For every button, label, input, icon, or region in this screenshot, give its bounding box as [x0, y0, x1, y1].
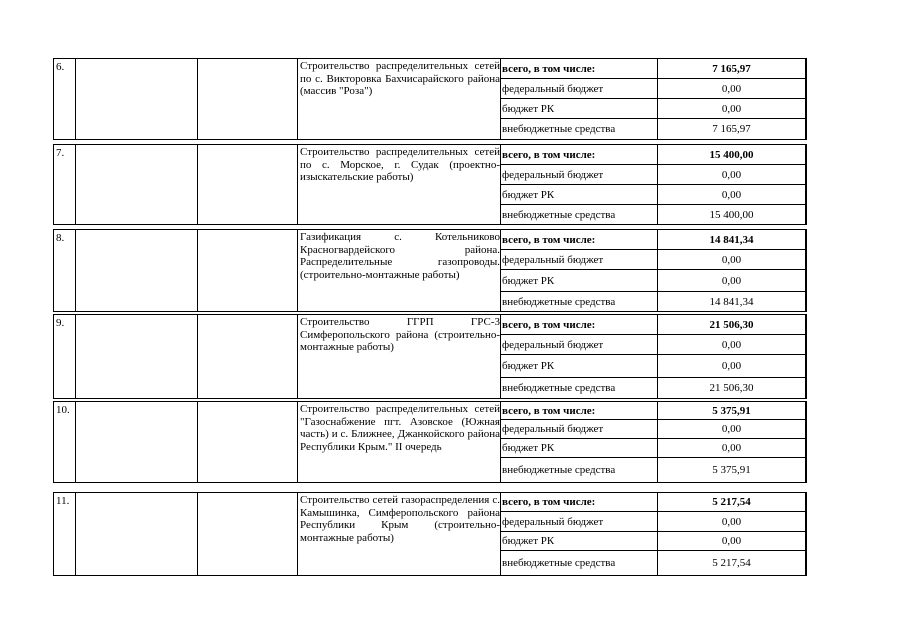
funding-line — [500, 78, 806, 98]
funding-value: 5 375,91 — [657, 458, 805, 482]
funding-line — [500, 531, 806, 550]
funding-value: 0,00 — [657, 512, 805, 531]
funding-value: 0,00 — [657, 532, 805, 550]
funding-label: внебюджетные средства — [502, 123, 616, 135]
funding-label: всего, в том числе: — [502, 233, 596, 246]
funding-value: 15 400,00 — [657, 145, 805, 164]
row-number: 9. — [53, 314, 75, 399]
empty-cell — [197, 144, 297, 225]
funding-line — [500, 419, 806, 438]
funding-value: 5 217,54 — [657, 551, 805, 575]
project-name-cell — [297, 144, 500, 225]
funding-label: федеральный бюджет — [502, 82, 604, 95]
funding-value: 0,00 — [657, 355, 805, 377]
row-number: 11. — [53, 492, 75, 576]
project-name: Газификация с. Котельниково Красногвардейского района. Распределительные газопроводы. (строительно-монтажные работы) — [300, 231, 500, 281]
empty-cell — [75, 144, 197, 225]
funding-label: бюджет РК — [502, 442, 555, 454]
funding-value: 0,00 — [657, 99, 805, 118]
funding-label: бюджет РК — [502, 535, 555, 547]
empty-cell — [197, 314, 297, 399]
row-number: 6. — [53, 58, 75, 140]
funding-label: бюджет РК — [502, 102, 555, 115]
funding-line — [500, 438, 806, 457]
funding-line — [500, 164, 806, 184]
project-name-cell — [297, 401, 500, 483]
project-name: Строительство распределительных сетей "Газоснабжение пгт. Азовское (Южная часть) и с. Ближнее, Джанкойского района Республики Крым." II очередь — [300, 403, 500, 453]
project-name: Строительство распределительных сетей по с. Морское, г. Судак (проектно-изыскательские работы) — [300, 146, 500, 184]
table-row — [53, 144, 807, 225]
funding-line — [500, 314, 806, 334]
funding-label: внебюджетные средства — [502, 382, 616, 394]
funding-label: всего, в том числе: — [502, 62, 596, 75]
table-row — [53, 229, 807, 312]
funding-value: 0,00 — [657, 185, 805, 204]
funding-value: 21 506,30 — [657, 378, 805, 398]
funding-block — [500, 401, 807, 483]
funding-line — [500, 334, 806, 354]
funding-block — [500, 314, 807, 399]
empty-cell — [197, 401, 297, 483]
funding-line — [500, 377, 806, 399]
funding-line — [500, 184, 806, 204]
funding-value: 0,00 — [657, 270, 805, 291]
project-name-cell — [297, 229, 500, 312]
funding-line — [500, 354, 806, 377]
funding-line — [500, 118, 806, 140]
funding-line — [500, 511, 806, 531]
funding-line — [500, 249, 806, 269]
funding-line — [500, 144, 806, 164]
funding-line — [500, 269, 806, 291]
funding-block — [500, 229, 807, 312]
funding-line — [500, 58, 806, 78]
table-row — [53, 492, 807, 576]
funding-line — [500, 492, 806, 511]
table-row — [53, 314, 807, 399]
funding-line — [500, 229, 806, 249]
funding-value: 14 841,34 — [657, 292, 805, 311]
funding-label: федеральный бюджет — [502, 253, 604, 266]
funding-label: федеральный бюджет — [502, 168, 604, 181]
project-name-cell — [297, 58, 500, 140]
project-name: Строительство распределительных сетей по с. Викторовка Бахчисарайского района (массив "Роза") — [300, 60, 500, 98]
funding-label: всего, в том числе: — [502, 318, 596, 331]
funding-label: всего, в том числе: — [502, 404, 596, 417]
funding-label: внебюджетные средства — [502, 208, 616, 221]
funding-label: федеральный бюджет — [502, 423, 604, 435]
funding-line — [500, 401, 806, 419]
empty-cell — [75, 229, 197, 312]
table-row — [53, 58, 807, 140]
empty-cell — [197, 229, 297, 312]
funding-block — [500, 58, 807, 140]
empty-cell — [75, 401, 197, 483]
funding-value: 0,00 — [657, 250, 805, 269]
funding-value: 0,00 — [657, 165, 805, 184]
empty-cell — [197, 58, 297, 140]
funding-value: 0,00 — [657, 79, 805, 98]
funding-label: бюджет РК — [502, 188, 555, 201]
project-name: Строительство сетей газораспределения с. Камышинка, Симферопольского района Республики Крым (строительно-монтажные работы) — [300, 494, 500, 544]
funding-block — [500, 492, 807, 576]
funding-line — [500, 457, 806, 483]
empty-cell — [197, 492, 297, 576]
funding-value: 7 165,97 — [657, 59, 805, 78]
funding-value: 5 217,54 — [657, 493, 805, 511]
funding-label: внебюджетные средства — [502, 557, 616, 569]
empty-cell — [75, 58, 197, 140]
funding-label: федеральный бюджет — [502, 515, 604, 528]
table-row — [53, 401, 807, 483]
funding-value: 0,00 — [657, 335, 805, 354]
row-number: 8. — [53, 229, 75, 312]
funding-value: 5 375,91 — [657, 402, 805, 419]
empty-cell — [75, 492, 197, 576]
funding-label: всего, в том числе: — [502, 148, 596, 161]
project-name-cell — [297, 314, 500, 399]
funding-value: 0,00 — [657, 420, 805, 438]
funding-value: 14 841,34 — [657, 230, 805, 249]
funding-line — [500, 98, 806, 118]
funding-value: 15 400,00 — [657, 205, 805, 224]
funding-line — [500, 550, 806, 576]
empty-cell — [75, 314, 197, 399]
row-number: 7. — [53, 144, 75, 225]
funding-label: бюджет РК — [502, 274, 555, 287]
row-number: 10. — [53, 401, 75, 483]
funding-label: всего, в том числе: — [502, 496, 596, 508]
funding-value: 7 165,97 — [657, 119, 805, 139]
funding-line — [500, 204, 806, 225]
funding-value: 0,00 — [657, 439, 805, 457]
funding-value: 21 506,30 — [657, 315, 805, 334]
funding-label: федеральный бюджет — [502, 338, 604, 351]
funding-line — [500, 291, 806, 312]
funding-label: внебюджетные средства — [502, 295, 616, 308]
funding-block — [500, 144, 807, 225]
funding-label: бюджет РК — [502, 360, 555, 372]
project-name-cell — [297, 492, 500, 576]
project-name: Строительство ГГРП ГРС-3 Симферопольского района (строительно-монтажные работы) — [300, 316, 500, 354]
funding-label: внебюджетные средства — [502, 464, 616, 476]
